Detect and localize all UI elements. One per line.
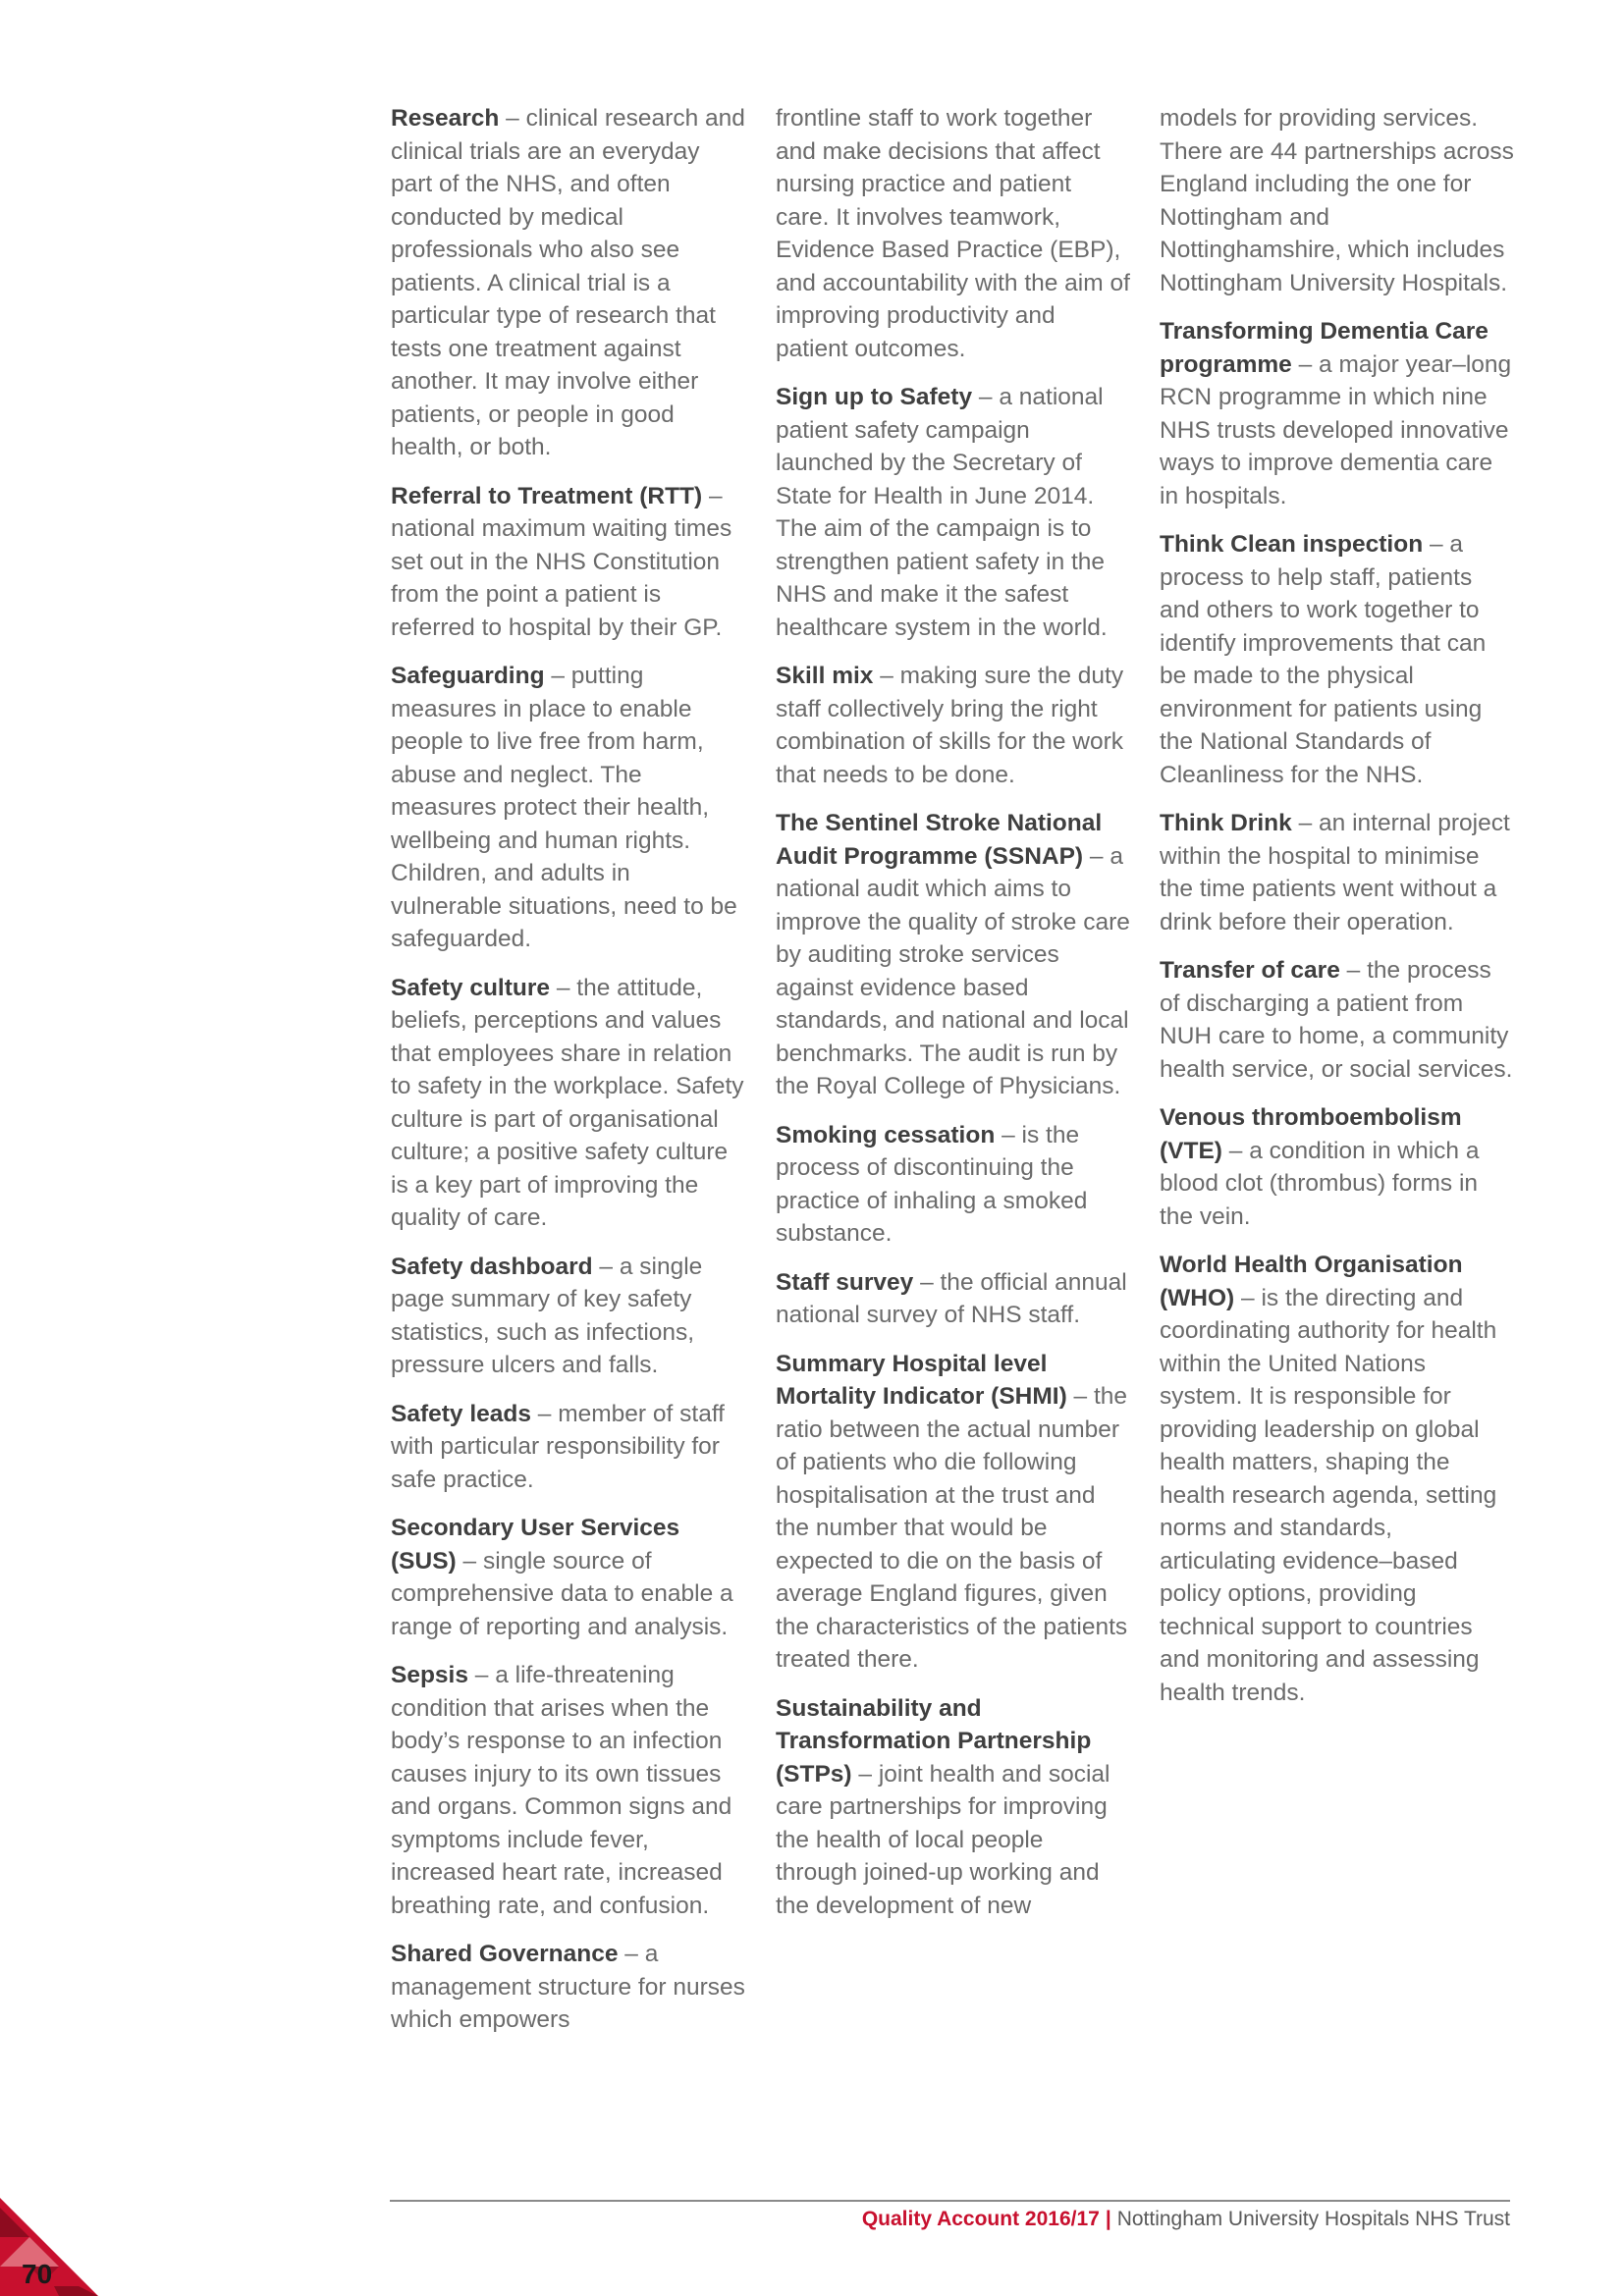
page-footer (862, 2206, 1510, 2233)
glossary-entry (776, 660, 1131, 791)
page-number: 70 (22, 2259, 53, 2289)
glossary-term: Sustainability and Transformation Partnership (STPs) (776, 1694, 1092, 1788)
glossary-definition: – national maximum waiting times set out in the NHS Constitution from the point a patient is referred to hospital by their GP. (391, 482, 732, 641)
glossary-term: Venous thromboembolism (VTE) (1160, 1104, 1462, 1164)
glossary-entry (1160, 1249, 1515, 1709)
glossary-definition: – putting measures in place to enable people to live free from harm, abuse and neglect. The measures protect their health, wellbeing and human rights. Children, and adults in vulnerable situations, need to be safeguarded. (391, 663, 737, 952)
glossary-term: World Health Organisation (WHO) (1160, 1252, 1463, 1311)
glossary-term: Smoking cessation (776, 1121, 996, 1148)
glossary-entry (391, 480, 746, 645)
glossary-definition: – the official annual national survey of NHS staff. (776, 1268, 1127, 1328)
glossary-definition: – a condition in which a blood clot (thrombus) forms in the vein. (1160, 1137, 1480, 1230)
glossary-entry (391, 1251, 746, 1382)
corner-decoration-icon (0, 2198, 108, 2296)
glossary-entry (391, 1398, 746, 1497)
glossary-definition: – the ratio between the actual number of patients who die following hospitalisation at the trust and the number that would be expected to die on the basis of average England figures, given the characteristics of the patients treated there. (776, 1383, 1128, 1673)
glossary-term: Research (391, 105, 500, 132)
glossary-term: Transfer of care (1160, 957, 1340, 984)
glossary-term: Think Drink (1160, 810, 1292, 836)
glossary-definition: – the process of discharging a patient from NUH care to home, a community health service, or social services. (1160, 957, 1513, 1083)
glossary-column-1 (391, 102, 746, 2053)
glossary-definition: – making sure the duty staff collectively bring the right combination of skills for the work that needs to be done. (776, 663, 1124, 788)
glossary-entry (1160, 102, 1515, 299)
glossary-definition: – a management structure for nurses which empowers (391, 1941, 745, 2033)
glossary-definition: – a national audit which aims to improve the quality of stroke care by auditing stroke services against evidence based standards, and national and local benchmarks. The audit is run by the Royal College of Physicians. (776, 842, 1130, 1099)
glossary-entry (391, 1938, 746, 2037)
glossary-definition: models for providing services. There are 44 partnerships across England including the one for Nottingham and Nottinghamshire, which includes Nottingham University Hospitals. (1160, 105, 1514, 296)
glossary-definition: – a life-threatening condition that arises when the body’s response to an infection causes injury to its own tissues and organs. Common signs and symptoms include fever, increased heart rate, increased breathing rate, and confusion. (391, 1662, 732, 1919)
glossary-term: Transforming Dementia Care programme (1160, 318, 1489, 378)
glossary-term: Secondary User Services (SUS) (391, 1515, 680, 1575)
glossary-definition: – the attitude, beliefs, perceptions and values that employees share in relation to safety in the workplace. Safety culture is part of organisational culture; a positive safety culture is a key part of improving the quality of care. (391, 974, 744, 1231)
glossary-definition: – an internal project within the hospital to minimise the time patients went without a drink before their operation. (1160, 810, 1510, 935)
footer-title: Quality Account 2016/17 (861, 2208, 1100, 2230)
glossary-entry (391, 102, 746, 464)
glossary-entry (776, 1119, 1131, 1251)
glossary-term: Safety culture (391, 974, 551, 1001)
glossary-term: Safety dashboard (391, 1253, 593, 1280)
glossary-definition: – is the process of discontinuing the practice of inhaling a smoked substance. (776, 1121, 1088, 1247)
glossary-definition: – a national patient safety campaign launched by the Secretary of State for Health in June 2014. The aim of the campaign is to strengthen patient safety in the NHS and make it the safest healthcare system in the world. (776, 384, 1108, 641)
glossary-definition: – member of staff with particular responsibility for safe practice. (391, 1400, 725, 1493)
glossary-term: Safeguarding (391, 663, 545, 689)
corner-facet-dark (0, 2208, 29, 2237)
glossary-entry (776, 102, 1131, 365)
glossary-term: Summary Hospital level Mortality Indicator (SHMI) (776, 1350, 1067, 1410)
glossary-term: Sign up to Safety (776, 384, 973, 410)
glossary-definition: – a process to help staff, patients and others to work together to identify improvements that can be made to the physical environment for patients using the National Standards of Cleanliness for the NHS. (1160, 531, 1487, 788)
glossary-entry (1160, 1101, 1515, 1233)
glossary-term: Sepsis (391, 1662, 468, 1688)
glossary-definition: – a major year–long RCN programme in which nine NHS trusts developed innovative ways to improve dementia care in hospitals. (1160, 350, 1512, 509)
glossary-column-2 (776, 102, 1131, 1938)
footer-divider (390, 2200, 1510, 2202)
glossary-entry (1160, 315, 1515, 512)
glossary-entry (776, 1348, 1131, 1677)
glossary-term: Staff survey (776, 1268, 914, 1296)
glossary-definition: – is the directing and coordinating authority for health within the United Nations system. It is responsible for providing leadership on global health matters, shaping the health research agenda, setting norms and standards, articulating evidence–based policy options, providing technical support to countries and monitoring and assessing health trends. (1160, 1284, 1497, 1706)
glossary-column-3 (1160, 102, 1515, 1725)
footer-organisation: Nottingham University Hospitals NHS Trust (1116, 2208, 1510, 2230)
glossary-definition: – clinical research and clinical trials are an everyday part of the NHS, and often conducted by medical professionals who also see patients. A clinical trial is a particular type of research that tests one treatment against another. It may involve either patients, or people in good health, or both. (391, 105, 745, 460)
glossary-entry (1160, 954, 1515, 1086)
glossary-entry (391, 1659, 746, 1922)
glossary-entry (1160, 528, 1515, 791)
glossary-entry (391, 972, 746, 1235)
glossary-definition: – joint health and social care partnerships for improving the health of local people through joined-up working and the development of new (776, 1760, 1110, 1919)
glossary-term: The Sentinel Stroke National Audit Programme (SSNAP) (776, 810, 1103, 870)
glossary-term: Shared Governance (391, 1941, 619, 1967)
glossary-term: Referral to Treatment (RTT) (391, 482, 703, 509)
glossary-entry (776, 1692, 1131, 1923)
glossary-entry (776, 381, 1131, 644)
glossary-term: Think Clean inspection (1160, 531, 1424, 558)
glossary-definition: frontline staff to work together and make decisions that affect nursing practice and patient care. It involves teamwork, Evidence Based Practice (EBP), and accountability with the aim of improving productivity and patient outcomes. (776, 105, 1130, 362)
footer-separator: | (1105, 2208, 1111, 2230)
glossary-term: Safety leads (391, 1400, 531, 1427)
glossary-entry (776, 1266, 1131, 1332)
glossary-entry (1160, 807, 1515, 938)
glossary-entry (391, 1512, 746, 1643)
glossary-term: Skill mix (776, 663, 874, 689)
glossary-definition: – single source of comprehensive data to enable a range of reporting and analysis. (391, 1547, 733, 1640)
glossary-entry (391, 660, 746, 956)
glossary-entry (776, 807, 1131, 1103)
glossary-definition: – a single page summary of key safety statistics, such as infections, pressure ulcers and falls. (391, 1253, 703, 1378)
